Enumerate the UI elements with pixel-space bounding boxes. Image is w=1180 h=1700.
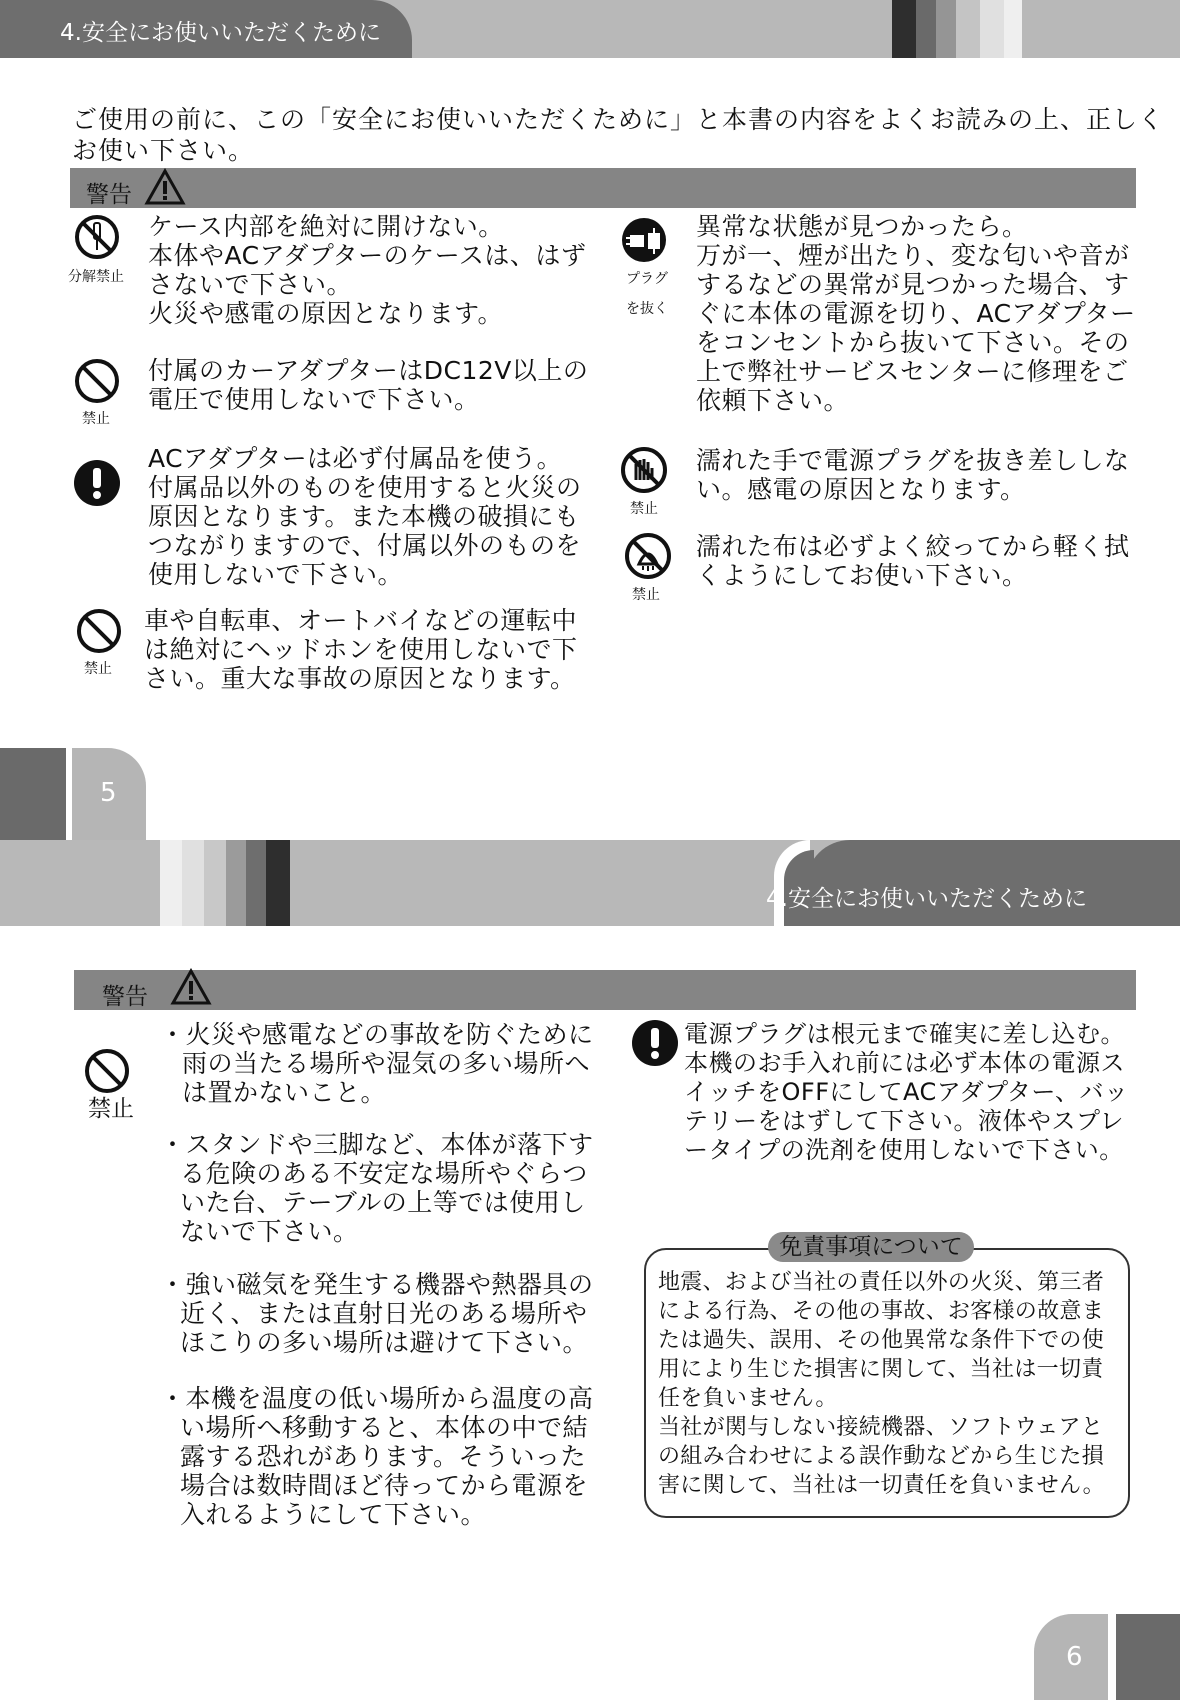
header-stripe [204, 840, 226, 926]
mandatory-icon [72, 458, 122, 508]
disclaimer-line: 害に関して、当社は一切責任を負いません。 [658, 1473, 1105, 1498]
bullet-line: は置かないこと。 [182, 1078, 387, 1107]
page6-warning-bar [74, 970, 1136, 1010]
text-line: 濡れた布は必ずよく絞ってから軽く拭 [696, 532, 1130, 561]
header-stripe [936, 0, 956, 58]
header-stripe [956, 0, 980, 58]
prohibited-icon [76, 608, 122, 654]
intro-text [72, 104, 1165, 166]
text-line: は絶対にヘッドホンを使用しないで下 [144, 635, 578, 664]
page6-header-title: 4.安全にお使いいただくために [766, 886, 1087, 912]
bullet-4 [160, 1384, 594, 1529]
text-line: 付属品以外のものを使用すると火災の [148, 473, 582, 502]
right-item-1-text [696, 212, 1136, 415]
text-line: 本機のお手入れ前には必ず本体の電源ス [684, 1049, 1125, 1077]
header-stripe [1004, 0, 1022, 58]
icon-label: を抜く [626, 301, 668, 317]
header-stripe [246, 840, 266, 926]
text-line: 車や自転車、オートバイなどの運転中 [144, 606, 578, 635]
text-line: ケース内部を絶対に開けない。 [148, 212, 504, 241]
intro-line: お使い下さい。 [72, 136, 255, 165]
left-item-3-text [148, 444, 582, 589]
prohibited-icon [84, 1048, 130, 1094]
text-line: 異常な状態が見つかったら。 [696, 212, 1028, 241]
text-line: 使用しないで下さい。 [148, 560, 404, 589]
text-line: イッチをOFFにしてACアダプター、バッ [684, 1078, 1129, 1106]
text-line: つながりますので、付属以外のものを [148, 531, 582, 560]
text-line: さないで下さい。 [148, 270, 353, 299]
bullet-line: 場合は数時間ほど待ってから電源を [180, 1471, 589, 1500]
icon-label: 禁止 [84, 661, 112, 677]
text-line: 本体やACアダプターのケースは、はず [148, 241, 587, 270]
disclaimer-line: 任を負いません。 [658, 1386, 838, 1411]
bullet-1 [160, 1020, 594, 1107]
disclaimer-line: 当社が関与しない接続機器、ソフトウェアと [658, 1415, 1104, 1440]
no-wet-hands-icon [620, 446, 668, 494]
mandatory-icon [630, 1018, 680, 1068]
bullet-line: 入れるようにして下さい。 [180, 1500, 487, 1529]
page6-warning-label: 警告 [102, 984, 148, 1010]
bullet-line: ほこりの多い場所は避けて下さい。 [180, 1328, 589, 1357]
text-line: ータイプの洗剤を使用しないで下さい。 [684, 1136, 1124, 1164]
text-line: ぐに本体の電源を切り、ACアダプター [696, 299, 1136, 328]
page6-right-item-text [684, 1020, 1128, 1165]
disclaimer-line: たは過失、誤用、その他異常な条件下での使 [658, 1328, 1105, 1353]
header-stripe [266, 840, 290, 926]
left-item-1-text [148, 212, 586, 328]
page6-footer-dark [1116, 1614, 1180, 1700]
icon-label: 禁止 [632, 587, 660, 603]
page5-header-title: 4.安全にお使いいただくために [60, 20, 381, 46]
bullet-line: ・強い磁気を発生する機器や熱器具の [160, 1270, 594, 1299]
bullet-3 [160, 1270, 594, 1357]
intro-line: ご使用の前に、この「安全にお使いいただくために」と本書の内容をよくお読みの上、正しく [72, 105, 1165, 134]
text-line: 電源プラグは根元まで確実に差し込む。 [684, 1020, 1125, 1048]
icon-label: 禁止 [630, 501, 658, 517]
left-item-4-text [144, 606, 578, 693]
bullet-line: 露する恐れがあります。そういった [180, 1442, 587, 1471]
disclaimer-line: 地震、および当社の責任以外の火災、第三者 [658, 1270, 1105, 1295]
page5-number: 5 [100, 778, 117, 808]
text-line: 上で弊社サービスセンターに修理をご [696, 357, 1129, 386]
text-line: するなどの異常が見つかった場合、す [696, 270, 1130, 299]
header-stripe [980, 0, 1004, 58]
icon-label: 禁止 [82, 411, 110, 427]
unplug-icon [620, 216, 668, 264]
header-stripes [892, 0, 916, 58]
header-stripe [226, 840, 246, 926]
bullet-line: 雨の当たる場所や湿気の多い場所へ [182, 1049, 591, 1078]
bullet-line: ないで下さい。 [180, 1217, 359, 1246]
icon-label: 分解禁止 [68, 269, 124, 285]
page5-footer-dark [0, 748, 66, 840]
text-line: 付属のカーアダプターはDC12V以上の [148, 356, 589, 385]
disclaimer-line: 用により生じた損害に関して、当社は一切責 [658, 1357, 1104, 1382]
bullet-line: ・火災や感電などの事故を防ぐために [160, 1020, 594, 1049]
text-line: くようにしてお使い下さい。 [696, 561, 1028, 590]
text-line: 濡れた手で電源プラグを抜き差ししな [696, 446, 1130, 475]
header-stripe [160, 840, 182, 926]
no-wet-cloth-icon [624, 532, 672, 580]
left-item-2-text [148, 356, 588, 414]
text-line: さい。重大な事故の原因となります。 [144, 664, 576, 693]
right-item-2-text [696, 446, 1130, 504]
bullet-line: ・本機を温度の低い場所から温度の高 [160, 1384, 594, 1413]
text-line: をコンセントから抜いて下さい。その [696, 328, 1130, 357]
prohibited-icon [74, 358, 120, 404]
warning-triangle-icon [170, 968, 212, 1006]
header-stripe [916, 0, 936, 58]
text-line: 依頼下さい。 [696, 386, 850, 415]
page5-warning-bar [70, 168, 1136, 208]
text-line: テリーをはずして下さい。液体やスプレ [684, 1107, 1125, 1135]
page6-number: 6 [1066, 1642, 1083, 1672]
header-stripe [182, 840, 204, 926]
disclaimer-line: の組み合わせによる誤作動などから生じた損 [658, 1444, 1105, 1469]
text-line: 電圧で使用しないで下さい。 [148, 385, 480, 414]
bullet-line: いた台、テーブルの上等では使用し [180, 1188, 586, 1217]
disclaimer-text [658, 1268, 1105, 1500]
bullet-2 [160, 1130, 594, 1246]
bullet-line: い場所へ移動すると、本体の中で結 [180, 1413, 589, 1442]
icon-label: 禁止 [88, 1096, 134, 1122]
warning-triangle-icon [144, 168, 186, 206]
disclaimer-title: 免責事項について [768, 1232, 974, 1262]
disclaimer-line: による行為、その他の事故、お客様の故意ま [658, 1299, 1105, 1324]
icon-label: プラグ [626, 271, 668, 287]
disassembly-prohibited-icon [74, 214, 120, 260]
text-line: 万が一、煙が出たり、変な匂いや音が [696, 241, 1130, 270]
text-line: ACアダプターは必ず付属品を使う。 [148, 444, 563, 473]
text-line: 火災や感電の原因となります。 [148, 299, 504, 328]
bullet-line: ・スタンドや三脚など、本体が落下す [160, 1130, 594, 1159]
text-line: い。感電の原因となります。 [696, 475, 1026, 504]
page5-warning-label: 警告 [86, 182, 132, 208]
bullet-line: 近く、または直射日光のある場所や [180, 1299, 588, 1328]
bullet-line: る危険のある不安定な場所やぐらつ [180, 1159, 588, 1188]
right-item-3-text [696, 532, 1130, 590]
text-line: 原因となります。また本機の破損にも [148, 502, 580, 531]
